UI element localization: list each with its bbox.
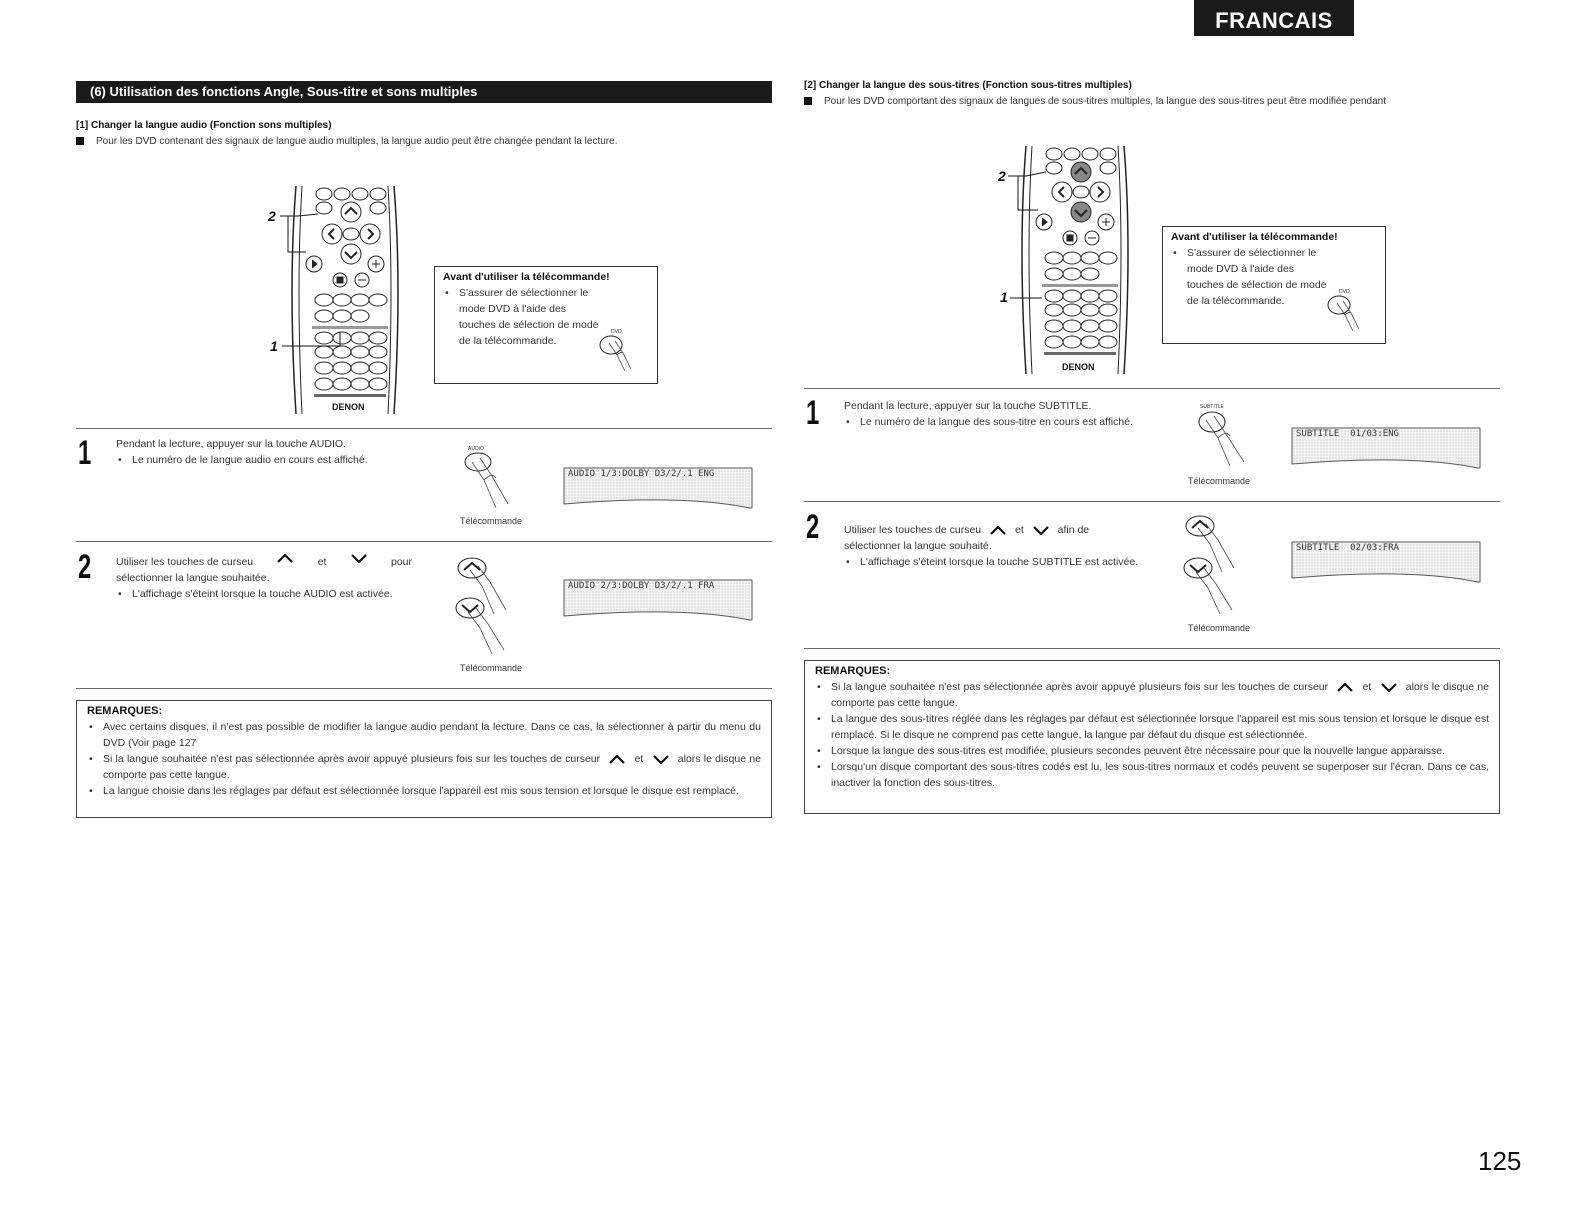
left-heading: [1] Changer la langue audio (Fonction sons multiples) bbox=[76, 120, 332, 131]
note-box-text: • S'assurer de sélectionner le mode DVD à l'aide des touches de sélection de mode de la télécommande. bbox=[443, 285, 649, 349]
square-bullet-icon bbox=[76, 137, 84, 145]
remarks-box-left bbox=[76, 700, 772, 818]
caption-telecommande: Télécommande bbox=[1188, 476, 1251, 486]
cursor-down-icon bbox=[1381, 683, 1397, 692]
cursor-up-icon bbox=[609, 755, 625, 764]
step-1-number: 1 bbox=[78, 434, 92, 472]
remark-item: • La langue des sous-titres réglée dans les réglages par défaut est sélectionnée lorsque l'appareil est mis sous tension et lorsque le disque est remplacé. Si le disque ne comprend pas cette langue, la langue par défaut du disque est sélectionnée. bbox=[815, 711, 1489, 743]
divider bbox=[76, 428, 772, 429]
page-number: 125 bbox=[1478, 1146, 1522, 1176]
lcd-display-subtitle-1: SUBTITLE 01/03:ENG bbox=[1290, 424, 1482, 470]
audio-button-label: AUDIO bbox=[468, 446, 484, 452]
remark-item: • Si la langue souhaitée n'est pas sélectionnée après avoir appuyé plusieurs fois sur les touches de curseur et alors le disque ne comporte pas cette langue. bbox=[815, 679, 1489, 711]
callout-2-right: 2 bbox=[998, 168, 1006, 184]
step-2-text: Utiliser les touches de curseu et afin de sélectionner la langue souhaité. • L'affichage s'éteint lorsque la touche SUBTITLE est activée. bbox=[844, 522, 1140, 570]
note-box-text: • S'assurer de sélectionner le mode DVD à l'aide des touches de sélection de mode de la télécommande. bbox=[1171, 245, 1377, 309]
remark-item: • La langue choisie dans les réglages par défaut est sélectionnée lorsque l'appareil est mis sous tension et lorsque le disque est remplacé. bbox=[87, 783, 761, 799]
subtitle-button-label: SUBTITLE bbox=[1200, 404, 1224, 410]
note-box-right bbox=[1162, 226, 1386, 344]
remote-brand: DENON bbox=[1062, 362, 1095, 372]
right-intro: Pour les DVD comportant des signaux de langues de sous-titres multiples, la langue des sous-titres peut être modifiée pendant bbox=[804, 96, 1386, 107]
right-heading: [2] Changer la langue des sous-titres (Fonction sous-titres multiples) bbox=[804, 80, 1132, 91]
note-box-title: Avant d'utiliser la télécommande! bbox=[1171, 231, 1338, 243]
step-2-text: Utiliser les touches de curseu et pour sélectionner la langue souhaitée. • L'affichage s'éteint lorsque la touche AUDIO est activée. bbox=[116, 554, 412, 602]
cursor-up-icon bbox=[277, 554, 293, 563]
callout-1-right: 1 bbox=[1000, 289, 1008, 305]
callout-1-left: 1 bbox=[270, 338, 278, 354]
caption-telecommande: Télécommande bbox=[460, 663, 523, 673]
step-2-number: 2 bbox=[78, 548, 92, 586]
cursor-up-icon bbox=[990, 526, 1006, 535]
cursor-down-icon bbox=[351, 554, 367, 563]
divider bbox=[76, 688, 772, 689]
cursor-down-icon bbox=[653, 755, 669, 764]
cursor-buttons-hand-icon bbox=[454, 556, 534, 656]
divider bbox=[804, 388, 1500, 389]
callout-lines-left bbox=[270, 208, 350, 358]
subtitle-button-hand-icon bbox=[1196, 410, 1260, 470]
audio-button-hand-icon bbox=[462, 452, 522, 512]
remote-brand: DENON bbox=[332, 402, 365, 412]
remark-item: • Lorsqu'un disque comportant des sous-titres codés est lu, les sous-titres normaux et codés peuvent se superposer sur l'écran. Dans ce cas, inactiver la fonction des sous-titres. bbox=[815, 759, 1489, 791]
language-tab: FRANCAIS bbox=[1194, 0, 1354, 36]
cursor-down-icon bbox=[1033, 526, 1049, 535]
remark-item: • Si la langue souhaitée n'est pas sélectionnée après avoir appuyé plusieurs fois sur les touches de curseur et alors le disque ne comporte pas cette langue. bbox=[87, 751, 761, 783]
hand-press-icon bbox=[1325, 293, 1365, 333]
lcd-display-audio-1: AUDIO 1/3:DOLBY D3/2/.1 ENG bbox=[562, 464, 754, 510]
step-2-number: 2 bbox=[806, 508, 820, 546]
remark-item: • Avec certains disques, il n'est pas possible de modifier la langue audio pendant la lecture. Dans ce cas, la sélectionner à partir du menu du DVD (Voir page 127 bbox=[87, 719, 761, 751]
remarks-box-right bbox=[804, 660, 1500, 814]
caption-telecommande: Télécommande bbox=[460, 516, 523, 526]
divider bbox=[804, 648, 1500, 649]
lcd-display-audio-2: AUDIO 2/3:DOLBY D3/2/.1 FRA bbox=[562, 576, 754, 622]
remarks-title: REMARQUES: bbox=[815, 665, 891, 677]
remarks-title: REMARQUES: bbox=[87, 705, 163, 717]
step-1-text: Pendant la lecture, appuyer sur la touche SUBTITLE. • Le numéro de la langue des sous-titre en cours est affiché. bbox=[844, 398, 1144, 430]
cursor-up-icon bbox=[1337, 683, 1353, 692]
step-1-text: Pendant la lecture, appuyer sur la touche AUDIO. • Le numéro de le langue audio en cours est affiché. bbox=[116, 436, 416, 468]
section-title: (6) Utilisation des fonctions Angle, Sous-titre et sons multiples bbox=[76, 81, 772, 103]
note-box-title: Avant d'utiliser la télécommande! bbox=[443, 271, 610, 283]
step-1-number: 1 bbox=[806, 394, 820, 432]
left-intro: Pour les DVD contenant des signaux de langue audio multiples, la langue audio peut être changée pendant la lecture. bbox=[76, 136, 617, 147]
square-bullet-icon bbox=[804, 97, 812, 105]
lcd-display-subtitle-2: SUBTITLE 02/03:FRA bbox=[1290, 538, 1482, 584]
callout-lines-right bbox=[998, 170, 1078, 310]
callout-2-left: 2 bbox=[268, 208, 276, 224]
divider bbox=[804, 501, 1500, 502]
cursor-buttons-hand-icon bbox=[1182, 514, 1262, 618]
divider bbox=[76, 541, 772, 542]
remark-item: • Lorsque la langue des sous-titres est modifiée, plusieurs secondes peuvent être nécessaire pour que la nouvelle langue apparaisse. bbox=[815, 743, 1489, 759]
note-box-left bbox=[434, 266, 658, 384]
caption-telecommande: Télécommande bbox=[1188, 623, 1251, 633]
dvd-label: DVD bbox=[1339, 289, 1350, 295]
dvd-label: DVD bbox=[611, 329, 622, 335]
hand-press-icon bbox=[597, 333, 637, 373]
